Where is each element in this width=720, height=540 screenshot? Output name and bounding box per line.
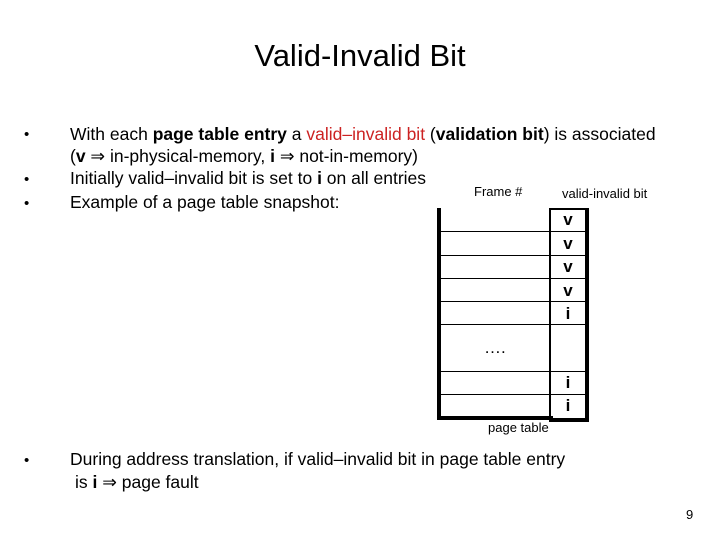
valid-bit-cell: v xyxy=(563,257,573,276)
bold-term: validation bit xyxy=(435,124,544,144)
bullet-4-line-2 xyxy=(75,471,199,494)
bullet-marker: • xyxy=(24,195,30,212)
page-number: 9 xyxy=(686,507,694,522)
bold-term: i xyxy=(270,146,275,166)
valid-bit-cell: i xyxy=(565,304,571,323)
table-row-divider xyxy=(437,255,585,256)
table-row-divider xyxy=(437,394,585,395)
text-span: ( xyxy=(425,124,436,144)
bullet-marker: • xyxy=(24,452,30,469)
bold-term: i xyxy=(92,472,98,492)
text-span: Initially valid–invalid bit is set to xyxy=(70,168,318,188)
valid-bit-cell: i xyxy=(565,396,571,415)
page-table-caption: page table xyxy=(488,420,549,435)
bold-term: page table entry xyxy=(152,124,287,144)
text-span: ⇒ not-in-memory) xyxy=(274,146,418,166)
frame-number-column xyxy=(437,208,553,420)
table-row-divider xyxy=(437,278,585,279)
bullet-1-line-1 xyxy=(70,123,656,146)
bullet-marker: • xyxy=(24,171,30,188)
bold-term: v xyxy=(75,146,86,166)
table-row-divider xyxy=(437,371,585,372)
table-row-divider xyxy=(437,231,585,232)
valid-bit-cell: v xyxy=(563,281,573,300)
bullet-marker: • xyxy=(24,126,30,143)
text-span: ⇒ in-physical-memory, xyxy=(85,146,271,166)
bullet-3: Example of a page table snapshot: xyxy=(70,192,340,212)
valid-bit-cell: i xyxy=(565,373,571,392)
bullet-4-line-1: During address translation, if valid–invalid bit in page table entry xyxy=(70,449,566,469)
text-span: is xyxy=(75,472,93,492)
slide-title: Valid-Invalid Bit xyxy=(254,38,466,73)
table-row-divider xyxy=(437,301,585,302)
frame-number-header: Frame # xyxy=(474,184,523,199)
text-span: ( xyxy=(70,146,76,166)
valid-bit-cell: v xyxy=(563,210,573,229)
text-span: on all entries xyxy=(321,168,427,188)
text-span: a xyxy=(286,124,307,144)
table-row-divider xyxy=(437,324,585,325)
valid-bit-cell: v xyxy=(563,234,573,253)
highlight-term: valid–invalid bit xyxy=(306,124,426,144)
bullet-1-line-2 xyxy=(70,145,418,168)
text-span: ⇒ page fault xyxy=(97,472,199,492)
table-ellipsis: …. xyxy=(484,338,506,357)
text-span: With each xyxy=(70,124,153,144)
bold-term: i xyxy=(317,168,322,188)
valid-invalid-bit-header: valid-invalid bit xyxy=(562,186,648,201)
bullet-2 xyxy=(70,167,426,190)
text-span: ) is associated xyxy=(543,124,656,144)
